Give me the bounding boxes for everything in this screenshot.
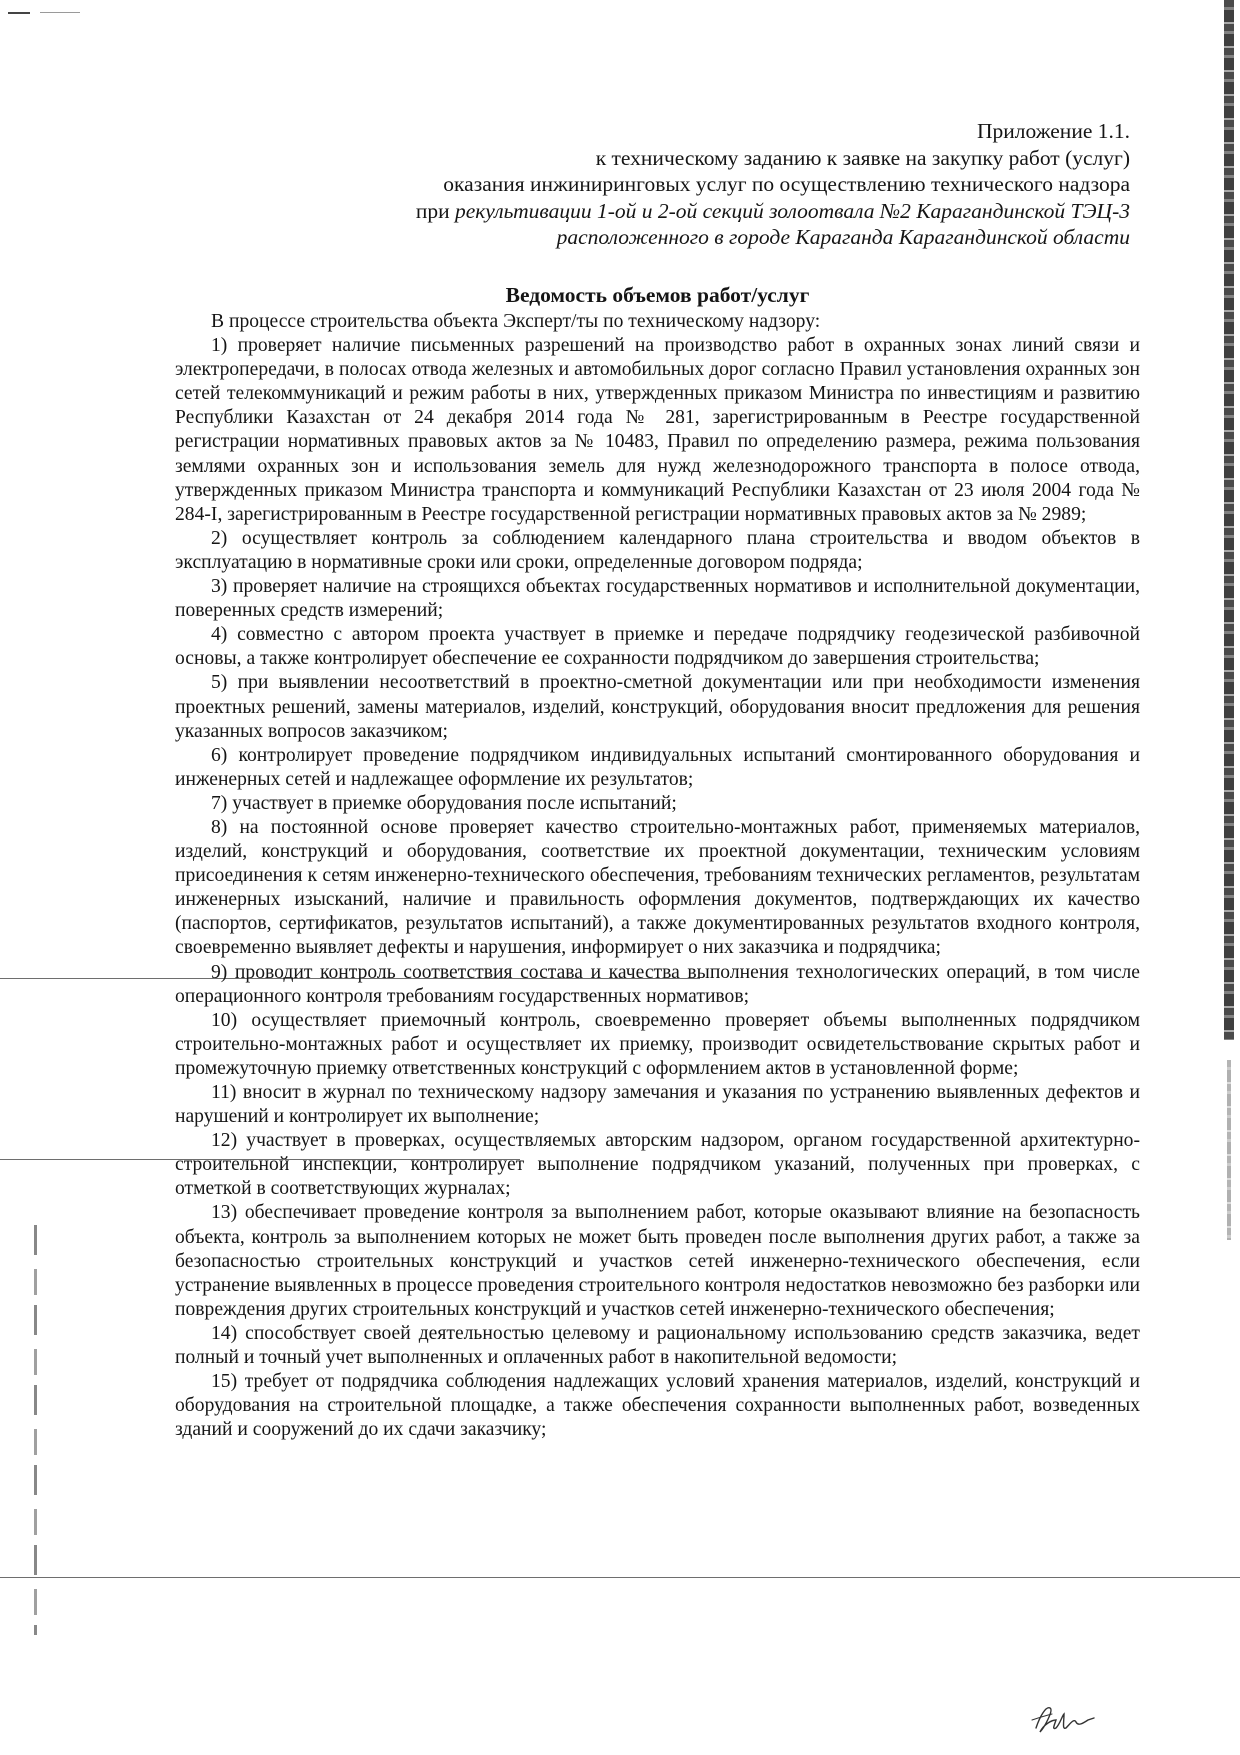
- appendix-location-line: расположенного в городе Караганда Карагандинской области: [556, 225, 1130, 249]
- appendix-number: Приложение 1.1.: [976, 119, 1130, 143]
- scan-artifact-left-edge: [34, 1225, 37, 1635]
- document-title: Ведомость объемов работ/услуг: [505, 283, 810, 307]
- list-item: 12) участвует в проверках, осуществляемых авторским надзором, органом государственной архитектурно-строительной инспекции, контролирует выполнение подрядчиком указаний, полученных при проверках, с отметкой в соответствующих журналах;: [175, 1130, 1140, 1200]
- list-item: 7) участвует в приемке оборудования после испытаний;: [211, 792, 677, 814]
- list-item: 13) обеспечивает проведение контроля за выполнением работ, которые оказывают влияние на безопасность объекта, контроль за выполнением которых не может быть проведен после выполнения других работ, а также за безопасностью строительных конструкций и участков сетей инженерно-технического обеспечения, если устранение выявленных в процессе проведения строительного контроля недостатков невозможно без разборки или повреждения других строительных конструкций и участков сетей инженерно-технического обеспечения;: [175, 1202, 1140, 1320]
- scan-artifact-right-edge: [1224, 0, 1234, 1040]
- scan-artifact-top-left: [8, 12, 30, 14]
- appendix-object-name: рекультивации 1-ой и 2-ой секций золоотвала №2 Карагандинской ТЭЦ-3: [454, 198, 1130, 223]
- scan-crease-line-3: [0, 1577, 1240, 1578]
- document-body: [175, 310, 1140, 1442]
- list-item: 11) вносит в журнал по техническому надзору замечания и указания по устранению выявленных дефектов и нарушений и контролирует их выполнение;: [175, 1082, 1140, 1128]
- appendix-service-line: оказания инжиниринговых услуг по осуществлению технического надзора: [443, 172, 1130, 196]
- appendix-ref-line: к техническому заданию к заявке на закупку работ (услуг): [595, 145, 1130, 170]
- list-item: 8) на постоянной основе проверяет качество строительно-монтажных работ, применяемых материалов, изделий, конструкций и оборудования, соответствие их проектной документации, техническим условиям присоединения к сетям инженерно-технического обеспечения, требованиям технических регламентов, результатам инженерных изысканий, наличие и правильность оформления документов, подтверждающих их качество (паспортов, сертификатов, результатов испытаний), а также документированных результатов входного контроля, своевременно выявляет дефекты и нарушения, информирует о них заказчика и подрядчика;: [175, 816, 1140, 959]
- appendix-object-prefix: при: [415, 198, 455, 223]
- list-item: 5) при выявлении несоответствий в проектно-сметной документации или при необходимости изменения проектных решений, замены материалов, изделий, конструкций, оборудования вносит предложения для решения указанных вопросов заказчиком;: [175, 672, 1140, 742]
- list-item: 2) осуществляет контроль за соблюдением календарного плана строительства и вводом объектов в эксплуатацию в нормативные сроки или сроки, определенные договором подряда;: [175, 527, 1140, 573]
- list-item: 10) осуществляет приемочный контроль, своевременно проверяет объемы выполненных подрядчиком строительно-монтажных работ и осуществляет их приемку, производит освидетельствование скрытых работ и промежуточную приемку ответственных конструкций с оформлением актов в установленной форме;: [175, 1009, 1140, 1079]
- list-item: 9) проводит контроль соответствия состава и качества выполнения технологических операций, в том числе операционного контроля требованиям государственных нормативов;: [175, 961, 1140, 1007]
- list-item: 1) проверяет наличие письменных разрешений на производство работ в охранных зонах линий связи и электропередачи, в полосах отвода железных и автомобильных дорог согласно Правил установления охранных зон сетей телекоммуникаций и режим работы в них, утвержденных приказом Министра по инвестициям и развитию Республики Казахстан от 24 декабря 2014 года № 281, зарегистрированным в Реестре государственной регистрации нормативных правовых актов за № 10483, Правил по определению размера, режима пользования землями охранных зон и использования земель для нужд железнодорожного транспорта в полосе отвода, утвержденных приказом Министра транспорта и коммуникаций Республики Казахстан от 23 июля 2004 года № 284-I, зарегистрированным в Реестре государственной регистрации нормативных правовых актов за № 2989;: [175, 335, 1140, 525]
- scan-artifact-top-left-faint: [40, 12, 80, 13]
- appendix-header: [130, 118, 1130, 251]
- list-item: 14) способствует своей деятельностью целевому и рациональному использованию средств заказчика, ведет полный и точный учет выполненных и оплаченных работ в накопительной ведомости;: [175, 1322, 1140, 1369]
- list-item: 15) требует от подрядчика соблюдения надлежащих условий хранения материалов, изделий, конструкций и оборудования на строительной площадке, а также обеспечения сохранности выполненных работ, возведенных зданий и сооружений до их сдачи заказчику;: [175, 1371, 1140, 1441]
- scan-artifact-right-edge-lower: [1227, 1060, 1231, 1240]
- list-item: 6) контролирует проведение подрядчиком индивидуальных испытаний смонтированного оборудования и инженерных сетей и надлежащее оформление их результатов;: [175, 744, 1140, 790]
- list-item: 3) проверяет наличие на строящихся объектах государственных нормативов и исполнительной документации, поверенных средств измерений;: [175, 576, 1140, 622]
- handwritten-signature: [1030, 1698, 1100, 1738]
- appendix-object-line: [130, 198, 1130, 225]
- intro-paragraph: В процессе строительства объекта Эксперт/ты по техническому надзору:: [211, 311, 821, 332]
- list-item: 4) совместно с автором проекта участвует в приемке и передаче подрядчику геодезической разбивочной основы, а также контролирует обеспечение ее сохранности подрядчиком до завершения строительства;: [175, 624, 1140, 670]
